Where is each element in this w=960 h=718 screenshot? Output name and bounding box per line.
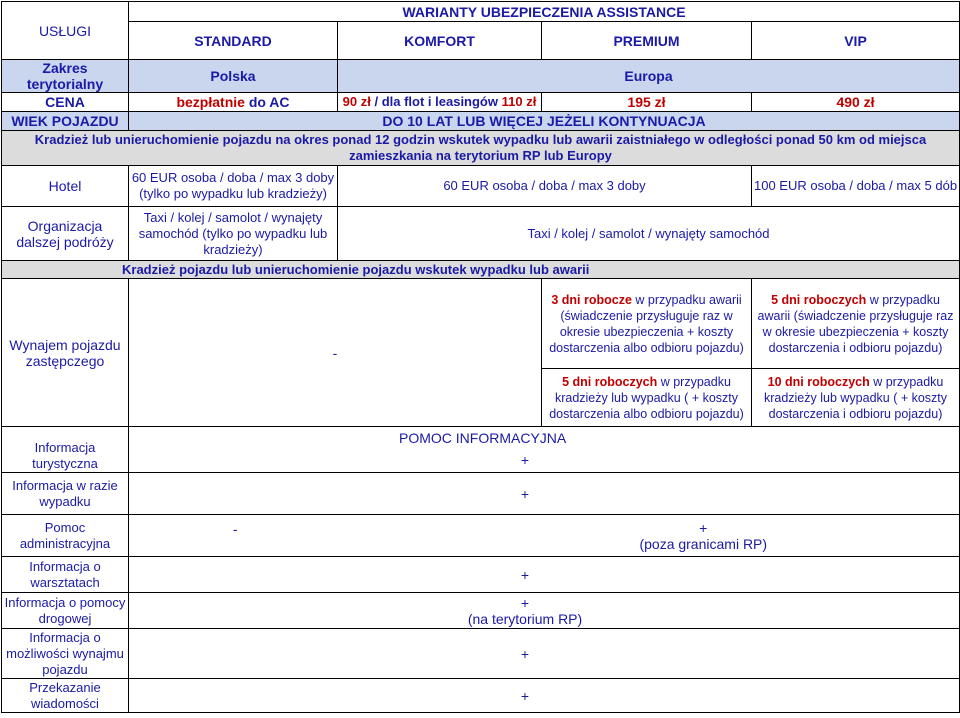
cena-komfort-c: 110 zł [501, 94, 537, 109]
row-label-wynajem: Wynajem pojazdu zastępczego [2, 279, 129, 427]
wynajem-vip-kradziez-days: 10 dni roboczych [767, 374, 870, 389]
cena-komfort-b: / dla flot i leasingów [370, 94, 502, 109]
info-wypadek-value: + [129, 473, 960, 515]
organizacja-standard: Taxi / kolej / samolot / wynajęty samochód (tylko po wypadku lub kradzieży) [129, 207, 338, 261]
kradziez-section-header: Kradzież lub unieruchomienie pojazdu na okres ponad 12 godzin wskutek wypadku lub awarii zaistniałego w odległości ponad 50 km od miejsca zamieszkania na terytorium RP lub Europy [2, 131, 960, 166]
wynajem-premium-awaria-text: w przypadku awarii (świadczenie przysługuje raz w okresie ubezpieczenia + koszty dostarczenia albo odbioru pojazdu) [549, 292, 744, 355]
wynajem-premium-awaria-days: 3 dni robocze [551, 292, 632, 307]
row-label-info-tur: Informacja turystyczna [2, 427, 129, 473]
wynajem-premium-kradziez-text: w przypadku kradzieży lub wypadku ( + koszty dostarczenia albo odbioru pojazdu) [549, 374, 744, 421]
variant-premium: PREMIUM [542, 22, 752, 60]
pomoc-adm-standard: - [129, 515, 338, 557]
cena-komfort-a: 90 zł [342, 94, 371, 109]
variants-title: WARIANTY UBEZPIECZENIA ASSISTANCE [129, 2, 960, 22]
wynajem-standard-komfort: - [129, 279, 542, 427]
cena-standard [129, 93, 338, 112]
zakres-standard: Polska [129, 60, 338, 93]
wynajem-vip-kradziez-text: w przypadku kradzieży lub wypadku ( + koszty dostarczenia i odbioru pojazdu) [763, 374, 948, 421]
przekazanie-value: + [129, 679, 960, 713]
row-label-przekazanie: Przekazanie wiadomości [2, 679, 129, 713]
variant-vip: VIP [752, 22, 960, 60]
info-pomoc-drog-note: (na terytorium RP) [467, 610, 583, 627]
row-label-wiek: WIEK POJAZDU [2, 112, 129, 131]
cena-standard-bold: bezpłatnie [176, 94, 245, 110]
info-pomoc-drog-plus: + [520, 594, 530, 611]
variant-komfort: KOMFORT [338, 22, 542, 60]
kradziez-sub-header: Kradzież pojazdu lub unieruchomienie pojazdu wskutek wypadku lub awarii [2, 261, 960, 279]
variant-standard: STANDARD [129, 22, 338, 60]
wynajem-vip-awaria-text: w przypadku awarii (świadczenie przysługuje raz w okresie ubezpieczenia + koszty dostarczenia i odbioru pojazdu) [757, 292, 954, 355]
pomoc-info-header: POMOC INFORMACYJNA [129, 427, 960, 449]
row-label-info-pomoc-drog: Informacja o pomocy drogowej [2, 593, 129, 629]
pomoc-adm-rest [338, 515, 960, 557]
row-label-hotel: Hotel [2, 166, 129, 207]
row-label-info-wynajem: Informacja o możliwości wynajmu pojazdu [2, 629, 129, 679]
wynajem-vip-awaria-days: 5 dni roboczych [771, 292, 867, 307]
hotel-komfort-premium: 60 EUR osoba / doba / max 3 doby [338, 166, 752, 207]
wynajem-vip-awaria [752, 279, 960, 369]
row-label-info-warsztat: Informacja o warsztatach [2, 557, 129, 593]
row-label-pomoc-adm: Pomoc administracyjna [2, 515, 129, 557]
organizacja-rest: Taxi / kolej / samolot / wynajęty samochód [338, 207, 960, 261]
pomoc-adm-plus: + [699, 519, 708, 536]
wynajem-premium-kradziez-days: 5 dni roboczych [562, 374, 658, 389]
services-header: USŁUGI [2, 2, 129, 60]
row-label-info-wypadek: Informacja w razie wypadku [2, 473, 129, 515]
pomoc-adm-note: (poza granicami RP) [639, 535, 768, 552]
cena-komfort [338, 93, 542, 112]
wynajem-vip-kradziez [752, 369, 960, 427]
wynajem-premium-kradziez [542, 369, 752, 427]
info-warsztat-value: + [129, 557, 960, 593]
row-label-organizacja: Organizacja dalszej podróży [2, 207, 129, 261]
cena-standard-rest: do AC [244, 94, 290, 110]
info-tur-value: + [129, 449, 960, 473]
cena-vip: 490 zł [752, 93, 960, 112]
wiek-value: DO 10 LAT LUB WIĘCEJ JEŻELI KONTYNUACJA [129, 112, 960, 131]
hotel-vip: 100 EUR osoba / doba / max 5 dób [752, 166, 960, 207]
wynajem-premium-awaria [542, 279, 752, 369]
info-pomoc-drog-rest [129, 593, 960, 629]
assistance-variants-table [1, 1, 960, 713]
hotel-standard: 60 EUR osoba / doba / max 3 doby (tylko po wypadku lub kradzieży) [129, 166, 338, 207]
zakres-rest: Europa [338, 60, 960, 93]
info-wynajem-value: + [129, 629, 960, 679]
row-label-zakres: Zakres terytorialny [2, 60, 129, 93]
cena-premium: 195 zł [542, 93, 752, 112]
row-label-cena: CENA [2, 93, 129, 112]
